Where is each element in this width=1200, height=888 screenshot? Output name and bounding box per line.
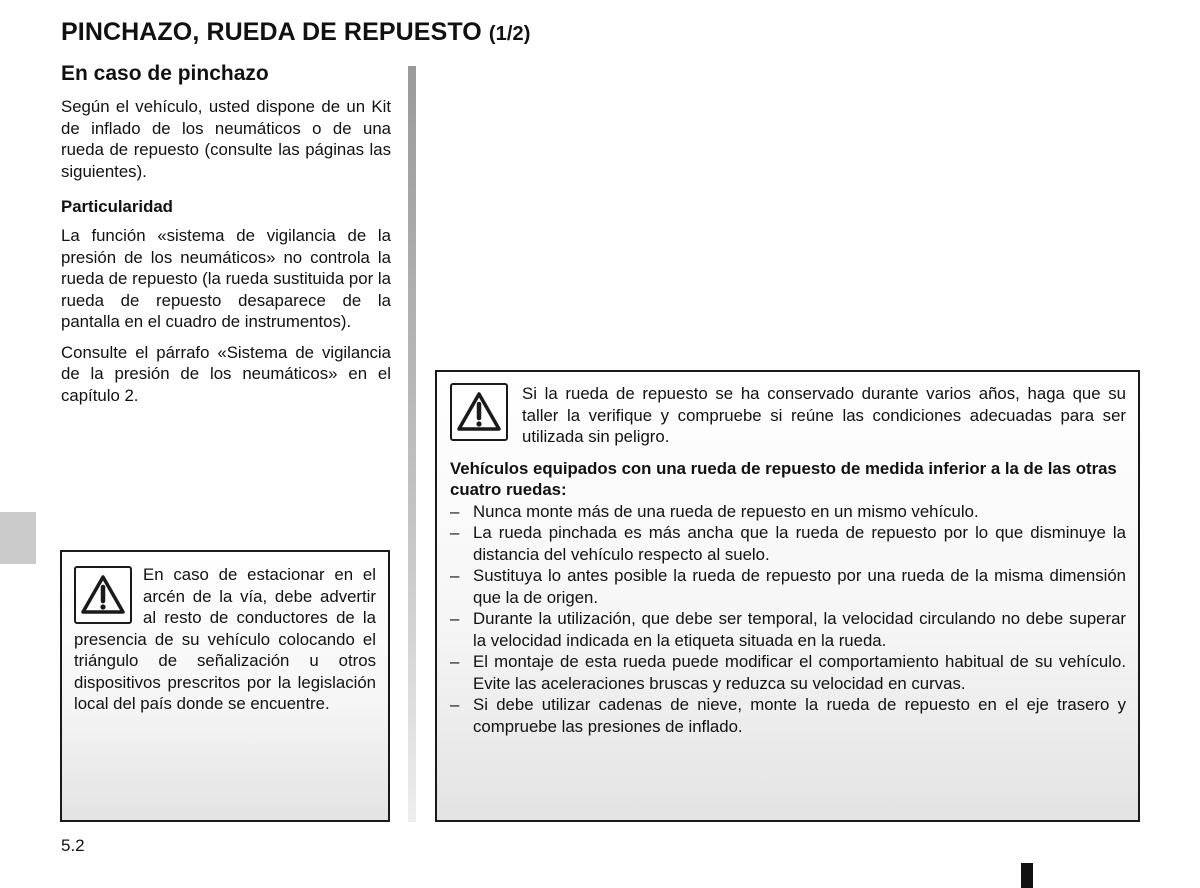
chapter-tab-marker	[0, 512, 36, 564]
column-divider-bar	[408, 66, 416, 822]
dash-bullet: –	[450, 566, 460, 585]
list-item	[450, 501, 1126, 523]
section-title: En caso de pinchazo	[61, 62, 269, 85]
dash-bullet: –	[450, 609, 460, 628]
list-item	[450, 651, 1126, 694]
spare-wheel-list	[450, 501, 1126, 738]
list-item-text: La rueda pinchada es más ancha que la rueda de repuesto por lo que disminuye la distancia del vehículo respecto al suelo.	[473, 523, 1126, 564]
dash-bullet: –	[450, 501, 460, 521]
left-column	[61, 96, 391, 415]
reference-paragraph: Consulte el párrafo «Sistema de vigilancia de la presión de los neumáticos» en el capítulo 2.	[61, 342, 391, 405]
list-item	[450, 522, 1126, 565]
list-item-text: Durante la utilización, que debe ser temporal, la velocidad circulando no debe superar la velocidad indicada en la etiqueta situada en la rueda.	[473, 609, 1126, 650]
page-number: 5.2	[61, 836, 85, 855]
intro-paragraph: Según el vehículo, usted dispone de un Kit de inflado de los neumáticos o de una rueda de repuesto (consulte las páginas las siguientes).	[61, 97, 391, 181]
list-item-text: Sustituya lo antes posible la rueda de repuesto por una rueda de la misma dimensión que la de origen.	[473, 566, 1126, 607]
tpms-paragraph: La función «sistema de vigilancia de la presión de los neumáticos» no controla la rueda de repuesto (la rueda sustituida por la rueda de repuesto desaparece de la pantalla en el cuadro de instrumentos).	[61, 226, 391, 331]
warning-parking-text: En caso de estacionar en el arcén de la vía, debe advertir al resto de conductores de la presencia de su vehículo colocando el triángulo de señalización u otros dispositivos prescritos por la legislación local del país donde se encuentre.	[74, 565, 376, 713]
page-title-text: PINCHAZO, RUEDA DE REPUESTO	[61, 18, 482, 46]
spare-wheel-bold-intro: Vehículos equipados con una rueda de repuesto de medida inferior a la de las otras cuatro ruedas:	[450, 458, 1117, 499]
warning-box-spare-wheel	[435, 370, 1140, 822]
list-item	[450, 565, 1126, 608]
dash-bullet: –	[450, 523, 460, 542]
list-item-text: Si debe utilizar cadenas de nieve, monte la rueda de repuesto en el eje trasero y compruebe las presiones de inflado.	[473, 695, 1126, 736]
warning-box-parking	[60, 550, 390, 822]
page-title	[61, 18, 530, 47]
subheading-particularidad: Particularidad	[61, 197, 173, 216]
list-item	[450, 694, 1126, 737]
list-item-text: Nunca monte más de una rueda de repuesto en un mismo vehículo.	[473, 501, 979, 521]
dash-bullet: –	[450, 652, 460, 671]
list-item	[450, 608, 1126, 651]
spare-wheel-intro-block	[450, 383, 1126, 448]
warning-triangle-icon	[450, 383, 508, 441]
spare-wheel-intro-text: Si la rueda de repuesto se ha conservado durante varios años, haga que su taller la verifique y compruebe si reúne las condiciones adecuadas para ser utilizada sin peligro.	[522, 384, 1126, 446]
warning-triangle-icon	[74, 566, 132, 624]
page-edge-marker	[1021, 863, 1033, 888]
page-part-indicator: (1/2)	[488, 23, 531, 45]
dash-bullet: –	[450, 695, 460, 714]
list-item-text: El montaje de esta rueda puede modificar el comportamiento habitual de su vehículo. Evite las aceleraciones bruscas y reduzca su velocidad en curvas.	[473, 652, 1126, 693]
